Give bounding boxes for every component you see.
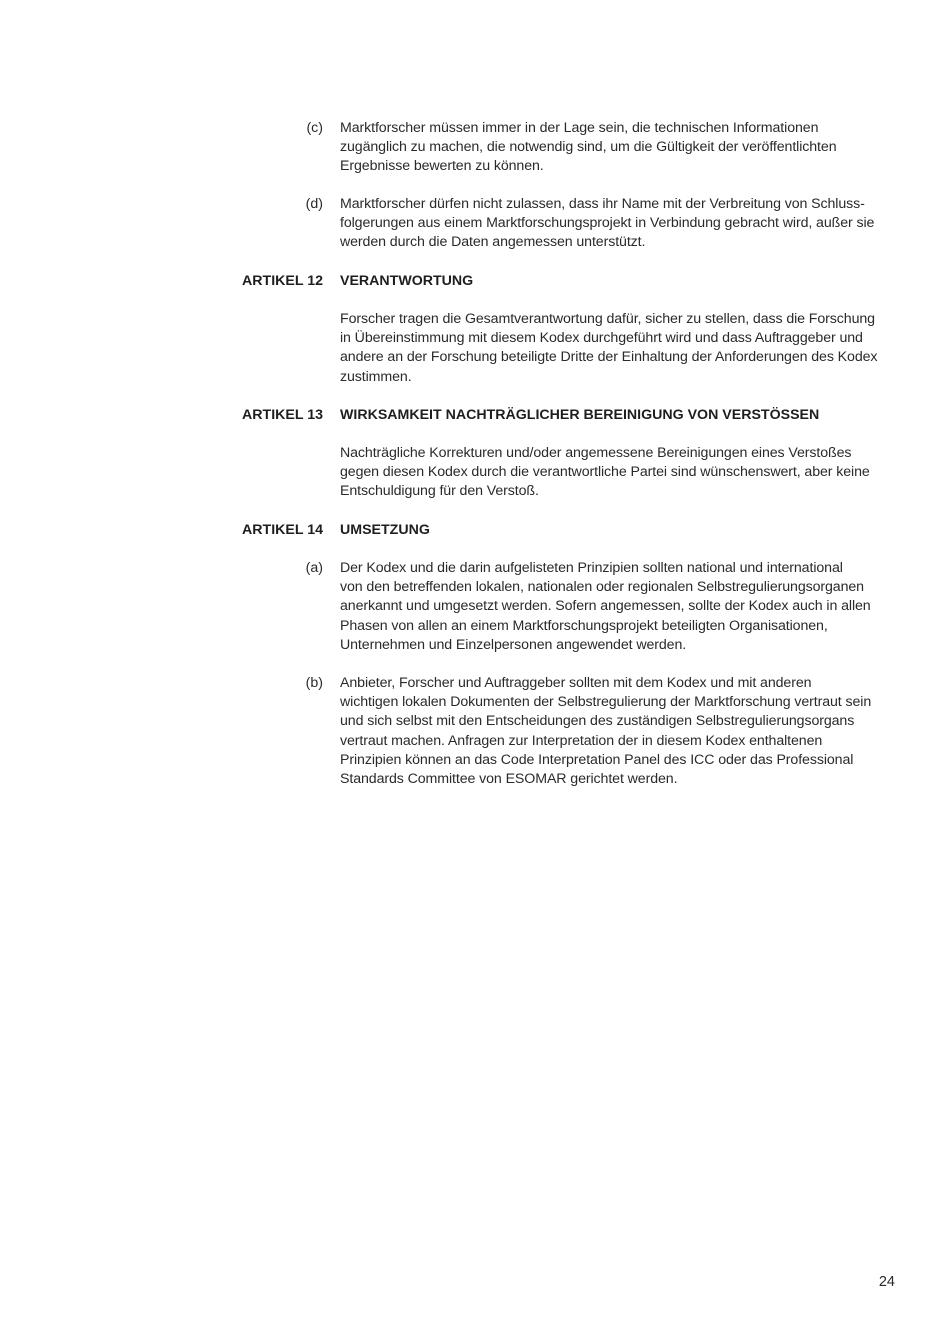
text-line: zustimmen.	[340, 368, 412, 385]
text-line: vertraut machen. Anfragen zur Interpretation der in diesem Kodex enthaltenen	[340, 732, 823, 749]
text-line: wichtigen lokalen Dokumenten der Selbstregulierung der Marktforschung vertraut sein	[340, 694, 872, 711]
article-12-body	[340, 310, 896, 387]
text-line: Forscher tragen die Gesamtverantwortung dafür, sicher zu stellen, dass die Forschung	[340, 311, 875, 327]
text-line: werden durch die Daten angemessen unterstützt.	[340, 234, 646, 251]
text-line: Marktforscher dürfen nicht zulassen, dass ihr Name mit der Verbreitung von Schluss-	[340, 196, 865, 212]
text-line: gegen diesen Kodex durch die verantwortliche Partei sind wünschenswert, aber keine	[340, 464, 870, 481]
article-14-label: ARTIKEL 14	[242, 522, 323, 538]
text-line: Standards Committee von ESOMAR gerichtet werden.	[340, 771, 678, 788]
article-14-title: UMSETZUNG	[340, 522, 430, 538]
text-line: und sich selbst mit den Entscheidungen des zuständigen Selbstregulierungsorgans	[340, 713, 855, 730]
text-line: Ergebnisse bewerten zu können.	[340, 158, 544, 175]
article-12-label: ARTIKEL 12	[242, 273, 323, 289]
item-14a-marker: (a)	[305, 560, 323, 576]
text-line: Entschuldigung für den Verstoß.	[340, 483, 539, 500]
text-line: Nachträgliche Korrekturen und/oder angemessene Bereinigungen eines Verstoßes	[340, 445, 852, 461]
text-line: Anbieter, Forscher und Auftraggeber sollten mit dem Kodex und mit anderen	[340, 675, 812, 691]
article-13-label: ARTIKEL 13	[242, 407, 323, 423]
text-line: Unternehmen und Einzelpersonen angewendet werden.	[340, 636, 687, 653]
item-14b-marker: (b)	[305, 675, 323, 691]
item-14b-text	[340, 674, 896, 789]
item-c-marker: (c)	[306, 120, 323, 136]
text-line: Marktforscher müssen immer in der Lage sein, die technischen Informationen	[340, 120, 819, 136]
item-c-text	[340, 119, 896, 177]
article-13-title: WIRKSAMKEIT NACHTRÄGLICHER BEREINIGUNG VON VERSTÖSSEN	[340, 407, 820, 423]
text-line: anerkannt und umgesetzt werden. Sofern angemessen, sollte der Kodex auch in allen	[340, 598, 871, 615]
item-14a-text	[340, 559, 896, 655]
text-line: Der Kodex und die darin aufgelisteten Prinzipien sollten national und international	[340, 560, 843, 576]
text-line: Phasen von allen an einem Marktforschungsprojekt beteiligten Organisationen,	[340, 617, 828, 634]
page-number: 24	[878, 1274, 895, 1290]
article-13-body	[340, 444, 896, 502]
text-line: Prinzipien können an das Code Interpretation Panel des ICC oder das Professional	[340, 751, 854, 768]
item-d-marker: (d)	[305, 196, 323, 212]
article-12-title: VERANTWORTUNG	[340, 273, 474, 289]
text-line: folgerungen aus einem Marktforschungsprojekt in Verbindung gebracht wird, außer sie	[340, 215, 875, 232]
item-d-text	[340, 195, 896, 253]
text-line: von den betreffenden lokalen, nationalen oder regionalen Selbstregulierungsorganen	[340, 579, 864, 596]
text-line: in Übereinstimmung mit diesem Kodex durchgeführt wird und dass Auftraggeber und	[340, 330, 863, 347]
text-line: andere an der Forschung beteiligte Dritte der Einhaltung der Anforderungen des Kodex	[340, 349, 878, 366]
text-line: zugänglich zu machen, die notwendig sind, um die Gültigkeit der veröffentlichten	[340, 139, 837, 156]
